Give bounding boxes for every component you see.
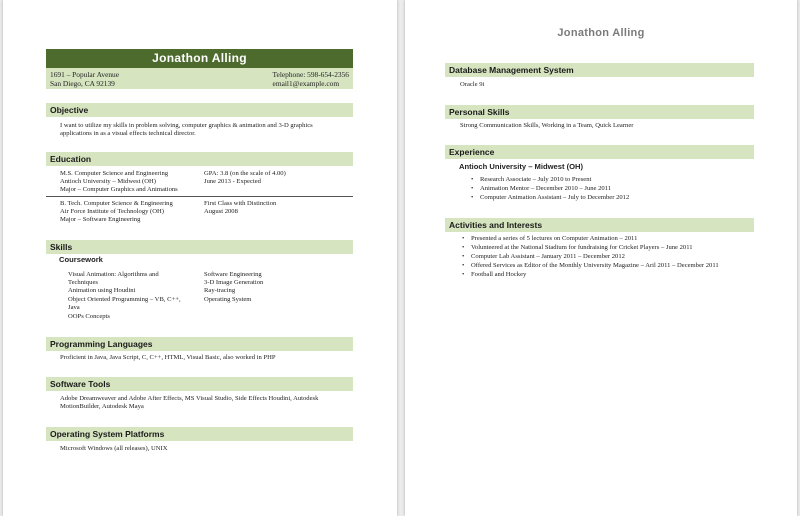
course-right-1: Software Engineering [204, 271, 262, 278]
course-right-3: Ray-tracing [204, 287, 236, 294]
course-left-2: Techniques [68, 279, 98, 286]
experience-item: • Research Associate – July 2010 to Present [480, 176, 591, 185]
activity-item: • Football and Hockey [471, 271, 526, 280]
name-banner: Jonathon Alling [46, 49, 353, 68]
email: email1@example.com [272, 79, 340, 88]
coursework-subheading: Coursework [59, 255, 103, 264]
course-right-2: 3-D Image Generation [204, 279, 264, 286]
software-line-2: MotionBuilder, Autodesk Maya [60, 403, 144, 410]
activity-item: • Offered Services as Editor of the Monthly University Magazine – Aril 2011 – December 2011 [471, 262, 719, 271]
objective-line-2: applications in as a visual effects technical director. [60, 130, 196, 137]
os-text: Microsoft Windows (all releases), UNIX [60, 445, 168, 452]
database-heading: Database Management System [445, 63, 754, 77]
edu-1-result: GPA: 3.8 (on the scale of 4.00) [204, 170, 286, 177]
activity-item: • Presented a series of 5 lectures on Computer Animation – 2011 [471, 235, 637, 244]
course-left-5: Java [68, 304, 80, 311]
activities-heading: Activities and Interests [445, 218, 754, 232]
course-left-6: OOPs Concepts [68, 313, 110, 320]
contact-bar [46, 68, 353, 89]
course-left-4: Object Oriented Programming – VB, C++, [68, 296, 181, 303]
education-divider [46, 196, 353, 197]
resume-page-2 [405, 0, 797, 516]
course-right-4: Operating System [204, 296, 252, 303]
objective-heading: Objective [46, 103, 353, 117]
programming-text: Proficient in Java, Java Script, C, C++, HTML, Visual Basic, also worked in PHP [60, 354, 276, 361]
experience-item: • Animation Mentor – December 2010 – June 2011 [480, 185, 611, 194]
resume-page-1 [3, 0, 397, 516]
edu-2-degree: B. Tech. Computer Science & Engineering [60, 200, 173, 207]
experience-heading: Experience [445, 145, 754, 159]
page-2-name-header: Jonathon Alling [557, 27, 645, 39]
education-heading: Education [46, 152, 353, 166]
edu-2-date: August 2008 [204, 208, 238, 215]
software-heading: Software Tools [46, 377, 353, 391]
activity-item: • Computer Lab Assistant – January 2011 – December 2012 [471, 253, 625, 262]
edu-1-date: June 2013 - Expected [204, 178, 261, 185]
address-line-2: San Diego, CA 92139 [50, 79, 115, 88]
edu-1-school: Antioch University – Midwest (OH) [60, 178, 156, 185]
course-left-1: Visual Animation: Algorithms and [68, 271, 159, 278]
software-line-1: Adobe Dreamweaver and Adobe After Effects, MS Visual Studio, Side Effects Houdini, Autodesk [60, 395, 319, 402]
edu-2-school: Air Force Institute of Technology (OH) [60, 208, 164, 215]
edu-1-degree: M.S. Computer Science and Engineering [60, 170, 169, 177]
experience-item: • Computer Animation Assistant – July to December 2012 [480, 194, 629, 203]
telephone: Telephone: 598-654-2356 [272, 70, 349, 79]
objective-line-1: I want to utilize my skills in problem solving, computer graphics & animation and 3-D graphics [60, 122, 313, 129]
edu-2-result: First Class with Distinction [204, 200, 277, 207]
personal-skills-heading: Personal Skills [445, 105, 754, 119]
experience-organization: Antioch University – Midwest (OH) [459, 162, 584, 171]
address-line-1: 1691 – Popular Avenue [50, 70, 120, 79]
personal-skills-text: Strong Communication Skills, Working in a Team, Quick Learner [460, 122, 634, 129]
edu-2-major: Major – Software Engineering [60, 216, 141, 223]
os-heading: Operating System Platforms [46, 427, 353, 441]
database-text: Oracle 9i [460, 81, 485, 88]
edu-1-major: Major – Computer Graphics and Animations [60, 186, 178, 193]
skills-heading: Skills [46, 240, 353, 254]
course-left-3: Animation using Houdini [68, 287, 136, 294]
activity-item: • Volunteered at the National Stadium for fundraising for Cricket Players – June 2011 [471, 244, 693, 253]
programming-heading: Programming Languages [46, 337, 353, 351]
